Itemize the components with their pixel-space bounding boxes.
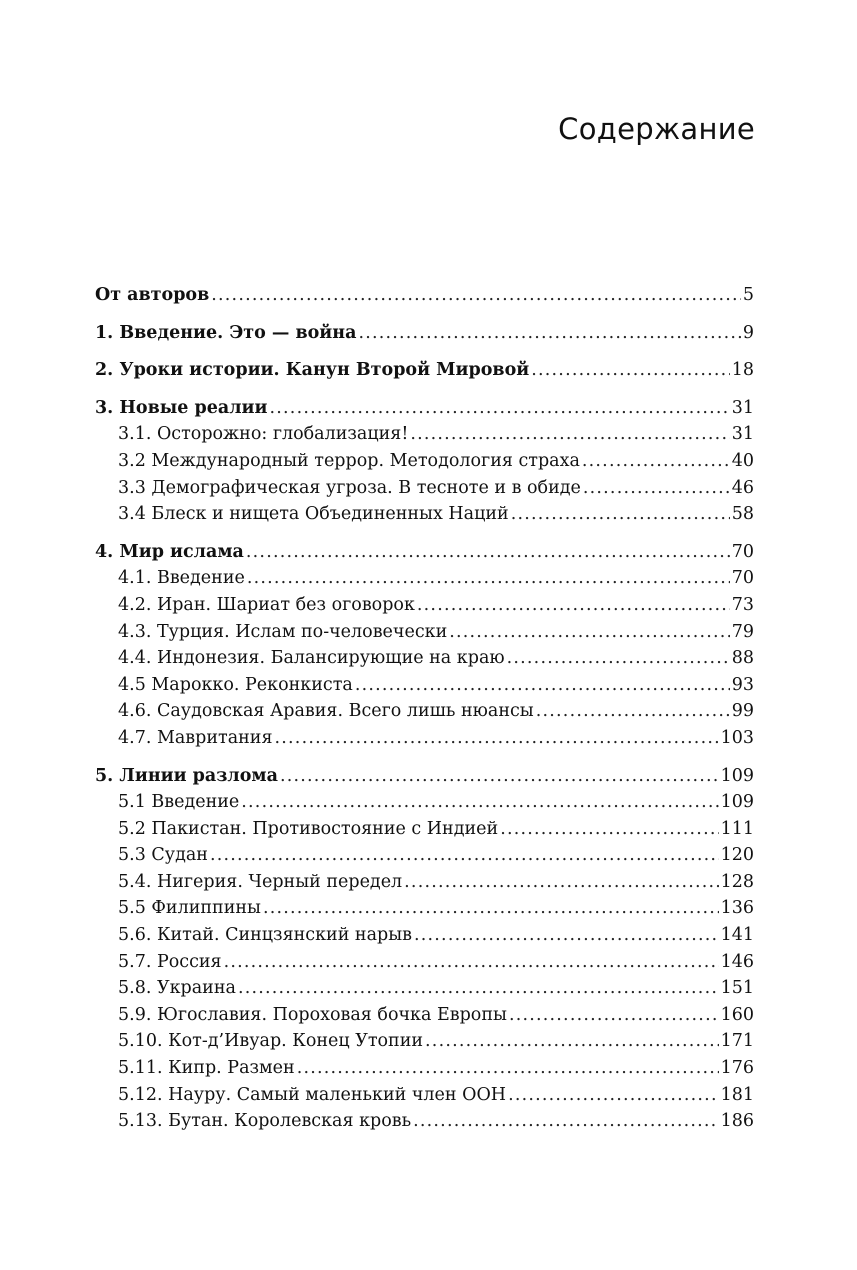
toc-entry-title: 4. Мир ислама bbox=[95, 541, 244, 562]
dot-leader bbox=[414, 922, 719, 949]
toc-subsection-entry[interactable] bbox=[95, 645, 754, 672]
toc-subsection-entry[interactable] bbox=[95, 448, 754, 475]
toc-group bbox=[95, 763, 754, 1135]
dot-leader bbox=[583, 475, 730, 502]
toc-entry-title: 4.1. Введение bbox=[118, 568, 245, 589]
dot-leader bbox=[355, 672, 730, 699]
toc-subsection-entry[interactable] bbox=[95, 949, 754, 976]
toc-page-number: 171 bbox=[720, 1031, 754, 1052]
toc-subsection-entry[interactable] bbox=[95, 475, 754, 502]
toc-section-entry[interactable] bbox=[95, 357, 754, 384]
toc-group bbox=[95, 357, 754, 384]
toc-entry-title: 4.4. Индонезия. Балансирующие на краю bbox=[118, 648, 505, 669]
toc-page-number: 18 bbox=[731, 360, 754, 381]
toc-subsection-entry[interactable] bbox=[95, 619, 754, 646]
toc-entry-title: 4.2. Иран. Шариат без оговорок bbox=[118, 594, 415, 615]
toc-page-number: 141 bbox=[720, 925, 754, 946]
page-title: Содержание bbox=[558, 112, 755, 146]
toc-page-number: 46 bbox=[731, 477, 754, 498]
toc-section-entry[interactable] bbox=[95, 282, 754, 309]
toc-group bbox=[95, 539, 754, 752]
dot-leader bbox=[224, 949, 719, 976]
toc-subsection-entry[interactable] bbox=[95, 672, 754, 699]
toc-page-number: 88 bbox=[731, 648, 754, 669]
toc-page-number: 186 bbox=[720, 1111, 754, 1132]
toc-subsection-entry[interactable] bbox=[95, 698, 754, 725]
toc-section-entry[interactable] bbox=[95, 395, 754, 422]
toc-subsection-entry[interactable] bbox=[95, 895, 754, 922]
toc-page-number: 70 bbox=[731, 568, 754, 589]
dot-leader bbox=[238, 975, 719, 1002]
toc-subsection-entry[interactable] bbox=[95, 922, 754, 949]
dot-leader bbox=[511, 501, 730, 528]
dot-leader bbox=[297, 1055, 719, 1082]
toc-entry-title: 5.8. Украина bbox=[118, 978, 236, 999]
toc-section-entry[interactable] bbox=[95, 539, 754, 566]
toc-entry-title: 5.3 Судан bbox=[118, 845, 208, 866]
toc-page-number: 31 bbox=[731, 424, 754, 445]
toc-page-number: 151 bbox=[720, 978, 754, 999]
dot-leader bbox=[210, 842, 719, 869]
toc-page-number: 31 bbox=[731, 397, 754, 418]
toc-entry-title: От авторов bbox=[95, 285, 210, 305]
toc-page-number: 93 bbox=[731, 674, 754, 695]
toc-section-entry[interactable] bbox=[95, 763, 754, 790]
toc-entry-title: 4.3. Турция. Ислам по-человечески bbox=[118, 621, 448, 642]
toc-page-number: 99 bbox=[731, 701, 754, 722]
dot-leader bbox=[241, 789, 718, 816]
dot-leader bbox=[280, 763, 719, 790]
table-of-contents bbox=[95, 282, 754, 1146]
dot-leader bbox=[509, 1002, 719, 1029]
toc-subsection-entry[interactable] bbox=[95, 975, 754, 1002]
toc-entry-title: 3. Новые реалии bbox=[95, 397, 268, 418]
dot-leader bbox=[582, 448, 730, 475]
toc-subsection-entry[interactable] bbox=[95, 725, 754, 752]
toc-entry-title: 2. Уроки истории. Канун Второй Мировой bbox=[95, 360, 530, 381]
toc-entry-title: 5.7. Россия bbox=[118, 951, 222, 972]
toc-page-number: 160 bbox=[720, 1004, 754, 1025]
toc-entry-title: 4.6. Саудовская Аравия. Всего лишь нюансы bbox=[118, 701, 534, 722]
dot-leader bbox=[270, 395, 730, 422]
toc-subsection-entry[interactable] bbox=[95, 501, 754, 528]
toc-subsection-entry[interactable] bbox=[95, 1002, 754, 1029]
toc-page-number: 58 bbox=[731, 504, 754, 525]
dot-leader bbox=[417, 592, 730, 619]
toc-page-number: 109 bbox=[720, 792, 754, 813]
toc-group bbox=[95, 320, 754, 347]
dot-leader bbox=[358, 320, 740, 347]
dot-leader bbox=[404, 869, 718, 896]
dot-leader bbox=[275, 725, 719, 752]
toc-subsection-entry[interactable] bbox=[95, 1108, 754, 1135]
toc-entry-title: 5. Линии разлома bbox=[95, 765, 278, 786]
toc-subsection-entry[interactable] bbox=[95, 816, 754, 843]
toc-entry-title: 5.1 Введение bbox=[118, 792, 240, 813]
toc-entry-title: 5.11. Кипр. Размен bbox=[118, 1058, 295, 1079]
toc-page-number: 9 bbox=[742, 322, 754, 343]
toc-subsection-entry[interactable] bbox=[95, 565, 754, 592]
toc-group bbox=[95, 282, 754, 309]
toc-page-number: 136 bbox=[720, 898, 754, 919]
toc-entry-title: 4.7. Мавритания bbox=[118, 727, 273, 748]
toc-page-number: 146 bbox=[720, 951, 754, 972]
toc-entry-title: 4.5 Марокко. Реконкиста bbox=[118, 674, 353, 695]
toc-subsection-entry[interactable] bbox=[95, 1082, 754, 1109]
toc-subsection-entry[interactable] bbox=[95, 1055, 754, 1082]
toc-entry-title: 3.4 Блеск и нищета Объединенных Наций bbox=[118, 504, 509, 525]
toc-entry-title: 5.9. Югославия. Пороховая бочка Европы bbox=[118, 1004, 507, 1025]
toc-entry-title: 5.6. Китай. Синцзянский нарыв bbox=[118, 925, 412, 946]
dot-leader bbox=[211, 282, 741, 309]
dot-leader bbox=[507, 645, 730, 672]
dot-leader bbox=[425, 1028, 719, 1055]
dot-leader bbox=[263, 895, 719, 922]
toc-page-number: 5 bbox=[742, 285, 754, 305]
toc-entry-title: 1. Введение. Это — война bbox=[95, 322, 357, 343]
toc-entry-title: 5.2 Пакистан. Противостояние с Индией bbox=[118, 818, 499, 839]
toc-group bbox=[95, 395, 754, 528]
dot-leader bbox=[531, 357, 729, 384]
toc-subsection-entry[interactable] bbox=[95, 869, 754, 896]
toc-page-number: 181 bbox=[720, 1084, 754, 1105]
toc-subsection-entry[interactable] bbox=[95, 789, 754, 816]
toc-page-number: 103 bbox=[720, 727, 754, 748]
dot-leader bbox=[410, 421, 729, 448]
toc-page-number: 109 bbox=[720, 765, 754, 786]
dot-leader bbox=[536, 698, 730, 725]
toc-entry-title: 5.13. Бутан. Королевская кровь bbox=[118, 1111, 412, 1132]
toc-entry-title: 5.5 Филиппины bbox=[118, 898, 261, 919]
toc-subsection-entry[interactable] bbox=[95, 421, 754, 448]
dot-leader bbox=[246, 539, 730, 566]
toc-page-number: 40 bbox=[731, 450, 754, 471]
toc-entry-title: 3.3 Демографическая угроза. В тесноте и в обиде bbox=[118, 477, 581, 498]
toc-subsection-entry[interactable] bbox=[95, 842, 754, 869]
toc-entry-title: 5.4. Нигерия. Черный передел bbox=[118, 871, 403, 892]
dot-leader bbox=[508, 1082, 719, 1109]
dot-leader bbox=[500, 816, 718, 843]
toc-entry-title: 3.2 Международный террор. Методология страха bbox=[118, 450, 580, 471]
toc-subsection-entry[interactable] bbox=[95, 592, 754, 619]
dot-leader bbox=[449, 619, 729, 646]
toc-page-number: 128 bbox=[720, 871, 754, 892]
toc-entry-title: 5.10. Кот-д’Ивуар. Конец Утопии bbox=[118, 1031, 424, 1052]
toc-page-number: 120 bbox=[720, 845, 754, 866]
toc-entry-title: 5.12. Науру. Самый маленький член ООН bbox=[118, 1084, 507, 1105]
toc-page-number: 79 bbox=[731, 621, 754, 642]
dot-leader bbox=[413, 1108, 718, 1135]
toc-page-number: 70 bbox=[731, 541, 754, 562]
toc-subsection-entry[interactable] bbox=[95, 1028, 754, 1055]
dot-leader bbox=[247, 565, 730, 592]
toc-section-entry[interactable] bbox=[95, 320, 754, 347]
toc-entry-title: 3.1. Осторожно: глобализация! bbox=[118, 424, 409, 445]
toc-page-number: 176 bbox=[720, 1058, 754, 1079]
toc-page-number: 73 bbox=[731, 594, 754, 615]
toc-page-number: 111 bbox=[720, 818, 754, 839]
